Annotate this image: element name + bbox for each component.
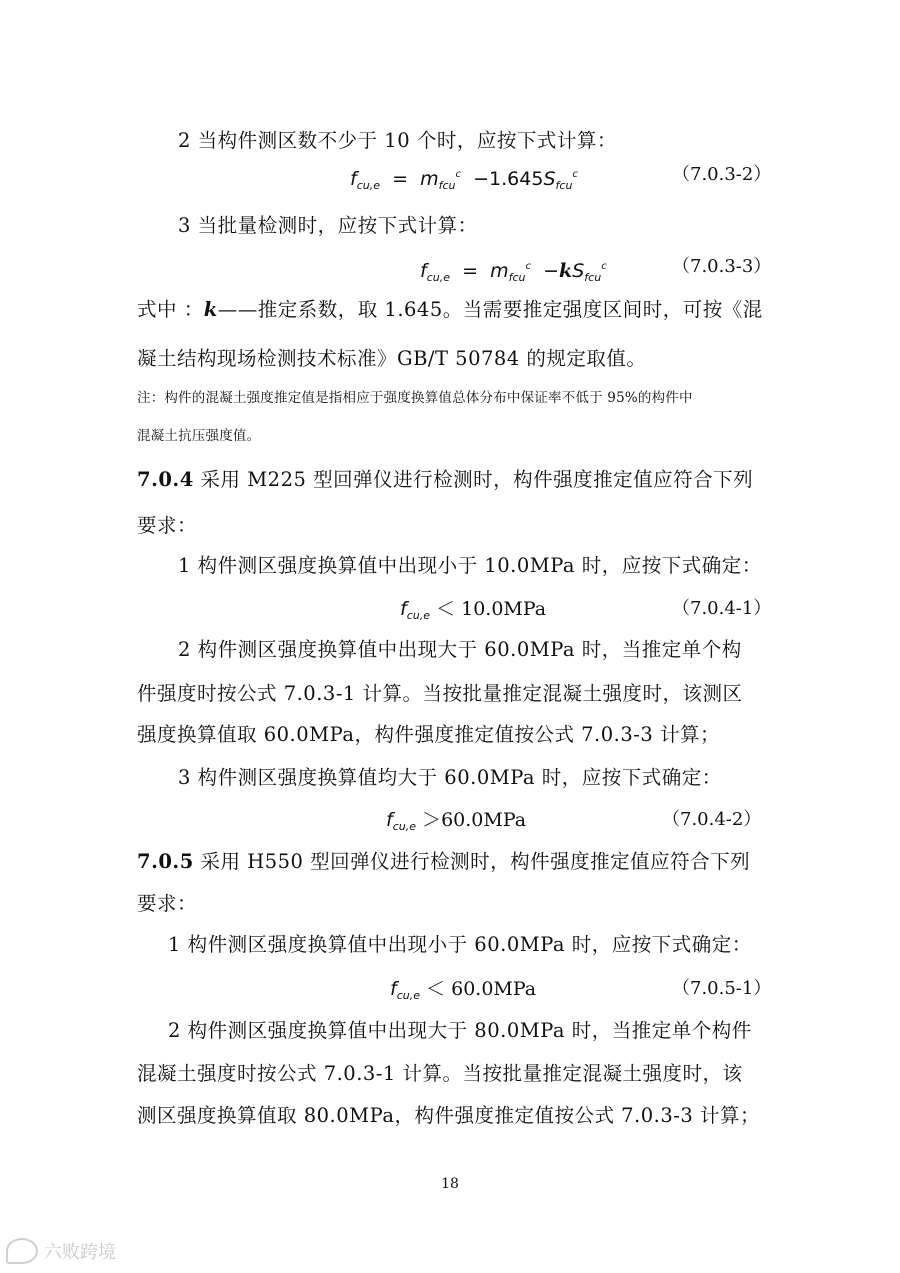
symbol-definition-cont: 凝土结构现场检测技术标准》GB/T 50784 的规定取值。 xyxy=(137,347,647,370)
clause-7-0-4-item-1: 1 构件测区强度换算值中出现小于 10.0MPa 时，应按下式确定： xyxy=(178,554,762,577)
clause-7-0-5-cont: 要求： xyxy=(137,892,198,915)
formula-7-0-3-3: $f_{cu,e} = m_{fcu}^c -kS_{fcu}^c$ xyxy=(420,260,607,284)
clause-7-0-4-item-3: 3 构件测区强度换算值均大于 60.0MPa 时，应按下式确定： xyxy=(178,766,722,789)
clause-7-0-5: 7.0.5 采用 H550 型回弹仪进行检测时，构件强度推定值应符合下列 xyxy=(137,850,751,873)
watermark-text: 六败跨境 xyxy=(44,1242,116,1263)
page-number: 18 xyxy=(441,1176,459,1192)
equation-number: （7.0.3-3） xyxy=(672,256,772,277)
watermark xyxy=(6,1238,116,1264)
clause-7-0-3-item-3: 3 当批量检测时，应按下式计算： xyxy=(178,214,478,237)
clause-7-0-4-item-2-cont: 件强度时按公式 7.0.3-1 计算。当按批量推定混凝土强度时，该测区 xyxy=(137,682,743,705)
clause-7-0-3-item-2: 2 当构件测区数不少于 10 个时，应按下式计算： xyxy=(178,129,617,152)
formula-7-0-4-2: $f_{cu,e} >60.0MPa$ xyxy=(386,809,527,833)
clause-7-0-4-item-2-cont: 强度换算值取 60.0MPa，构件强度推定值按公式 7.0.3-3 计算； xyxy=(137,723,720,746)
equation-number: （7.0.4-2） xyxy=(662,809,762,830)
clause-7-0-4-item-2: 2 构件测区强度换算值中出现大于 60.0MPa 时，当推定单个构 xyxy=(178,638,742,661)
formula-7-0-5-1: $f_{cu,e} < 60.0MPa$ xyxy=(390,978,537,1002)
clause-7-0-5-item-1: 1 构件测区强度换算值中出现小于 60.0MPa 时，应按下式确定： xyxy=(168,933,752,956)
equation-number: （7.0.3-2） xyxy=(672,164,772,185)
note-line: 混凝土抗压强度值。 xyxy=(137,428,261,444)
clause-7-0-5-item-2-cont: 混凝土强度时按公式 7.0.3-1 计算。当按批量推定混凝土强度时，该 xyxy=(137,1062,743,1085)
clause-7-0-5-item-2: 2 构件测区强度换算值中出现大于 80.0MPa 时，当推定单个构件 xyxy=(168,1019,752,1042)
formula-7-0-4-1: $f_{cu,e} < 10.0MPa$ xyxy=(400,598,547,622)
symbol-definition: 式中 ：k——推定系数，取 1.645。当需要推定强度区间时，可按《混 xyxy=(137,298,763,321)
watermark-logo-icon xyxy=(6,1238,38,1264)
clause-7-0-5-item-2-cont: 测区强度换算值取 80.0MPa，构件强度推定值按公式 7.0.3-3 计算； xyxy=(137,1104,760,1127)
formula-7-0-3-2: $f_{cu,e} = m_{fcu}^c -1.645S_{fcu}^c$ xyxy=(350,168,578,192)
equation-number: （7.0.5-1） xyxy=(672,978,772,999)
clause-7-0-4-cont: 要求： xyxy=(137,514,198,537)
clause-7-0-4: 7.0.4 采用 M225 型回弹仪进行检测时，构件强度推定值应符合下列 xyxy=(137,468,754,491)
note-line: 注：构件的混凝土强度推定值是指相应于强度换算值总体分布中保证率不低于 95%的构件中 xyxy=(137,390,693,406)
equation-number: （7.0.4-1） xyxy=(672,598,772,619)
